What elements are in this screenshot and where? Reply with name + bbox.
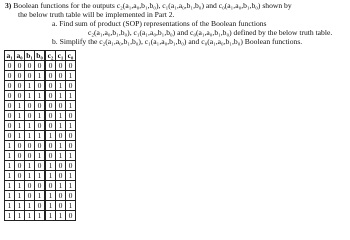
item-a-line-2: c₂(a₁,a₀,b₁,b₀), c₁(a₁,a₀,b₁,b₀) and c₀(a₁,a₀,b₁,b₀) defined by the below truth table. [88,28,333,38]
table-cell: 0 [35,181,46,191]
table-row [5,201,76,211]
table-cell: 0 [35,141,46,151]
table-cell: 0 [5,91,15,101]
table-cell: 1 [56,81,66,91]
table-cell: 0 [66,191,76,201]
table-cell: 1 [66,181,76,191]
table-cell: 0 [35,61,46,71]
table-cell: 1 [5,161,15,171]
table-cell: 1 [56,121,66,131]
table-cell: 0 [25,141,35,151]
table-cell: 1 [35,71,46,81]
table-cell: 1 [35,91,46,101]
table-cell: 0 [25,191,35,201]
table-cell: 0 [25,101,35,111]
table-cell: 1 [5,211,15,221]
table-row [5,171,76,181]
table-cell: 0 [15,151,25,161]
item-a-label: a. [52,19,58,28]
header-a1: a₁ [6,51,13,60]
item-b [52,37,348,46]
table-cell: 0 [45,111,56,121]
item-a [52,19,348,37]
item-b-text: Simplify the c₂(a₁,a₀,b₁,b₀), c₁(a₁,a₀,b₁,b₀) and c₀(a₁,a₀,b₁,b₀) Boolean functions. [59,37,303,46]
table-cell: 0 [66,211,76,221]
table-cell: 1 [35,151,46,161]
table-cell: 0 [15,91,25,101]
table-cell: 1 [5,171,15,181]
table-cell: 0 [45,81,56,91]
table-cell: 1 [15,121,25,131]
table-cell: 0 [45,151,56,161]
table-cell: 0 [45,181,56,191]
table-cell: 0 [15,81,25,91]
table-cell: 0 [15,161,25,171]
table-cell: 1 [25,81,35,91]
table-cell: 1 [5,151,15,161]
table-cell: 0 [45,101,56,111]
table-cell: 1 [15,131,25,141]
table-row [5,71,76,81]
table-cell: 0 [35,161,46,171]
table-cell: 0 [15,171,25,181]
header-c0: c₀ [66,51,76,61]
item-b-label: b. [52,37,58,46]
table-cell: 1 [35,131,46,141]
table-cell: 1 [56,211,66,221]
table-cell: 1 [15,101,25,111]
table-cell: 1 [45,211,56,221]
table-cell: 1 [66,101,76,111]
table-cell: 1 [56,111,66,121]
table-cell: 0 [45,71,56,81]
truth-table-header-row [5,51,76,61]
table-cell: 1 [5,191,15,201]
table-cell: 0 [56,101,66,111]
table-cell: 0 [56,161,66,171]
table-cell: 1 [66,71,76,81]
table-cell: 1 [56,141,66,151]
table-cell: 1 [35,211,46,221]
table-cell: 0 [25,151,35,161]
table-row [5,101,76,111]
table-cell: 0 [25,111,35,121]
table-cell: 1 [45,191,56,201]
table-row [5,111,76,121]
table-cell: 0 [5,111,15,121]
item-a-line-1: Find sum of product (SOP) representations of the Boolean functions [59,19,267,28]
table-row [5,121,76,131]
table-cell: 1 [45,201,56,211]
table-cell: 1 [15,111,25,121]
table-cell: 1 [66,91,76,101]
table-cell: 0 [56,71,66,81]
table-cell: 0 [66,61,76,71]
table-cell: 0 [25,181,35,191]
table-row [5,141,76,151]
table-cell: 0 [25,71,35,81]
table-row [5,81,76,91]
table-cell: 1 [45,131,56,141]
table-cell: 1 [15,201,25,211]
question-line-2: the below truth table will be implemented in Part 2. [18,10,175,20]
table-cell: 1 [56,151,66,161]
table-cell: 1 [25,201,35,211]
table-cell: 0 [35,201,46,211]
table-cell: 0 [45,61,56,71]
table-cell: 1 [25,131,35,141]
header-c1: c₁ [56,51,66,61]
table-cell: 0 [35,101,46,111]
table-cell: 1 [5,141,15,151]
table-cell: 1 [15,191,25,201]
table-cell: 1 [15,181,25,191]
table-row [5,181,76,191]
table-cell: 1 [5,201,15,211]
table-cell: 1 [56,91,66,101]
table-cell: 1 [45,171,56,181]
table-cell: 0 [35,81,46,91]
header-c2: c₂ [45,51,56,61]
header-b0: b₀ [35,51,46,61]
table-cell: 1 [15,211,25,221]
table-cell: 1 [66,201,76,211]
table-cell: 1 [25,91,35,101]
table-cell: 0 [66,161,76,171]
table-row [5,161,76,171]
table-cell: 0 [66,141,76,151]
question-line-1: Boolean functions for the outputs c₂(a₁,a₀,b₁,b₀), c₁(a₁,a₀,b₁,b₀) and c₀(a₁,a₀,b₁,b₀) shown by [13,1,292,10]
table-cell: 1 [56,181,66,191]
table-cell: 0 [45,121,56,131]
table-cell: 1 [25,121,35,131]
table-cell: 1 [35,111,46,121]
table-cell: 0 [25,61,35,71]
table-row [5,61,76,71]
table-cell: 0 [66,81,76,91]
question-text [5,1,348,19]
table-cell: 1 [25,161,35,171]
table-row [5,91,76,101]
table-cell: 0 [15,71,25,81]
table-cell: 0 [5,131,15,141]
table-row [5,191,76,201]
table-cell: 0 [56,61,66,71]
header-a0: a₀ [16,51,23,60]
truth-table-body [5,61,76,221]
table-cell: 1 [35,191,46,201]
table-cell: 0 [5,81,15,91]
table-cell: 0 [56,171,66,181]
table-cell: 0 [15,141,25,151]
table-cell: 0 [45,91,56,101]
table-cell: 1 [66,171,76,181]
table-cell: 1 [5,181,15,191]
table-cell: 0 [15,61,25,71]
table-cell: 1 [25,211,35,221]
table-cell: 0 [56,191,66,201]
table-cell: 0 [5,101,15,111]
table-cell: 1 [45,161,56,171]
table-cell: 0 [35,121,46,131]
table-cell: 0 [56,131,66,141]
table-row [5,211,76,221]
table-cell: 1 [66,151,76,161]
table-cell: 0 [56,201,66,211]
table-cell: 0 [66,131,76,141]
table-cell: 0 [5,121,15,131]
table-cell: 0 [5,61,15,71]
table-cell: 0 [45,141,56,151]
question-number: 3) [5,1,12,10]
truth-table [4,50,76,221]
table-row [5,131,76,141]
table-cell: 0 [5,71,15,81]
table-cell: 1 [66,121,76,131]
table-cell: 1 [35,171,46,181]
table-cell: 1 [25,171,35,181]
header-b1: b₁ [26,51,33,60]
table-cell: 0 [66,111,76,121]
table-row [5,151,76,161]
